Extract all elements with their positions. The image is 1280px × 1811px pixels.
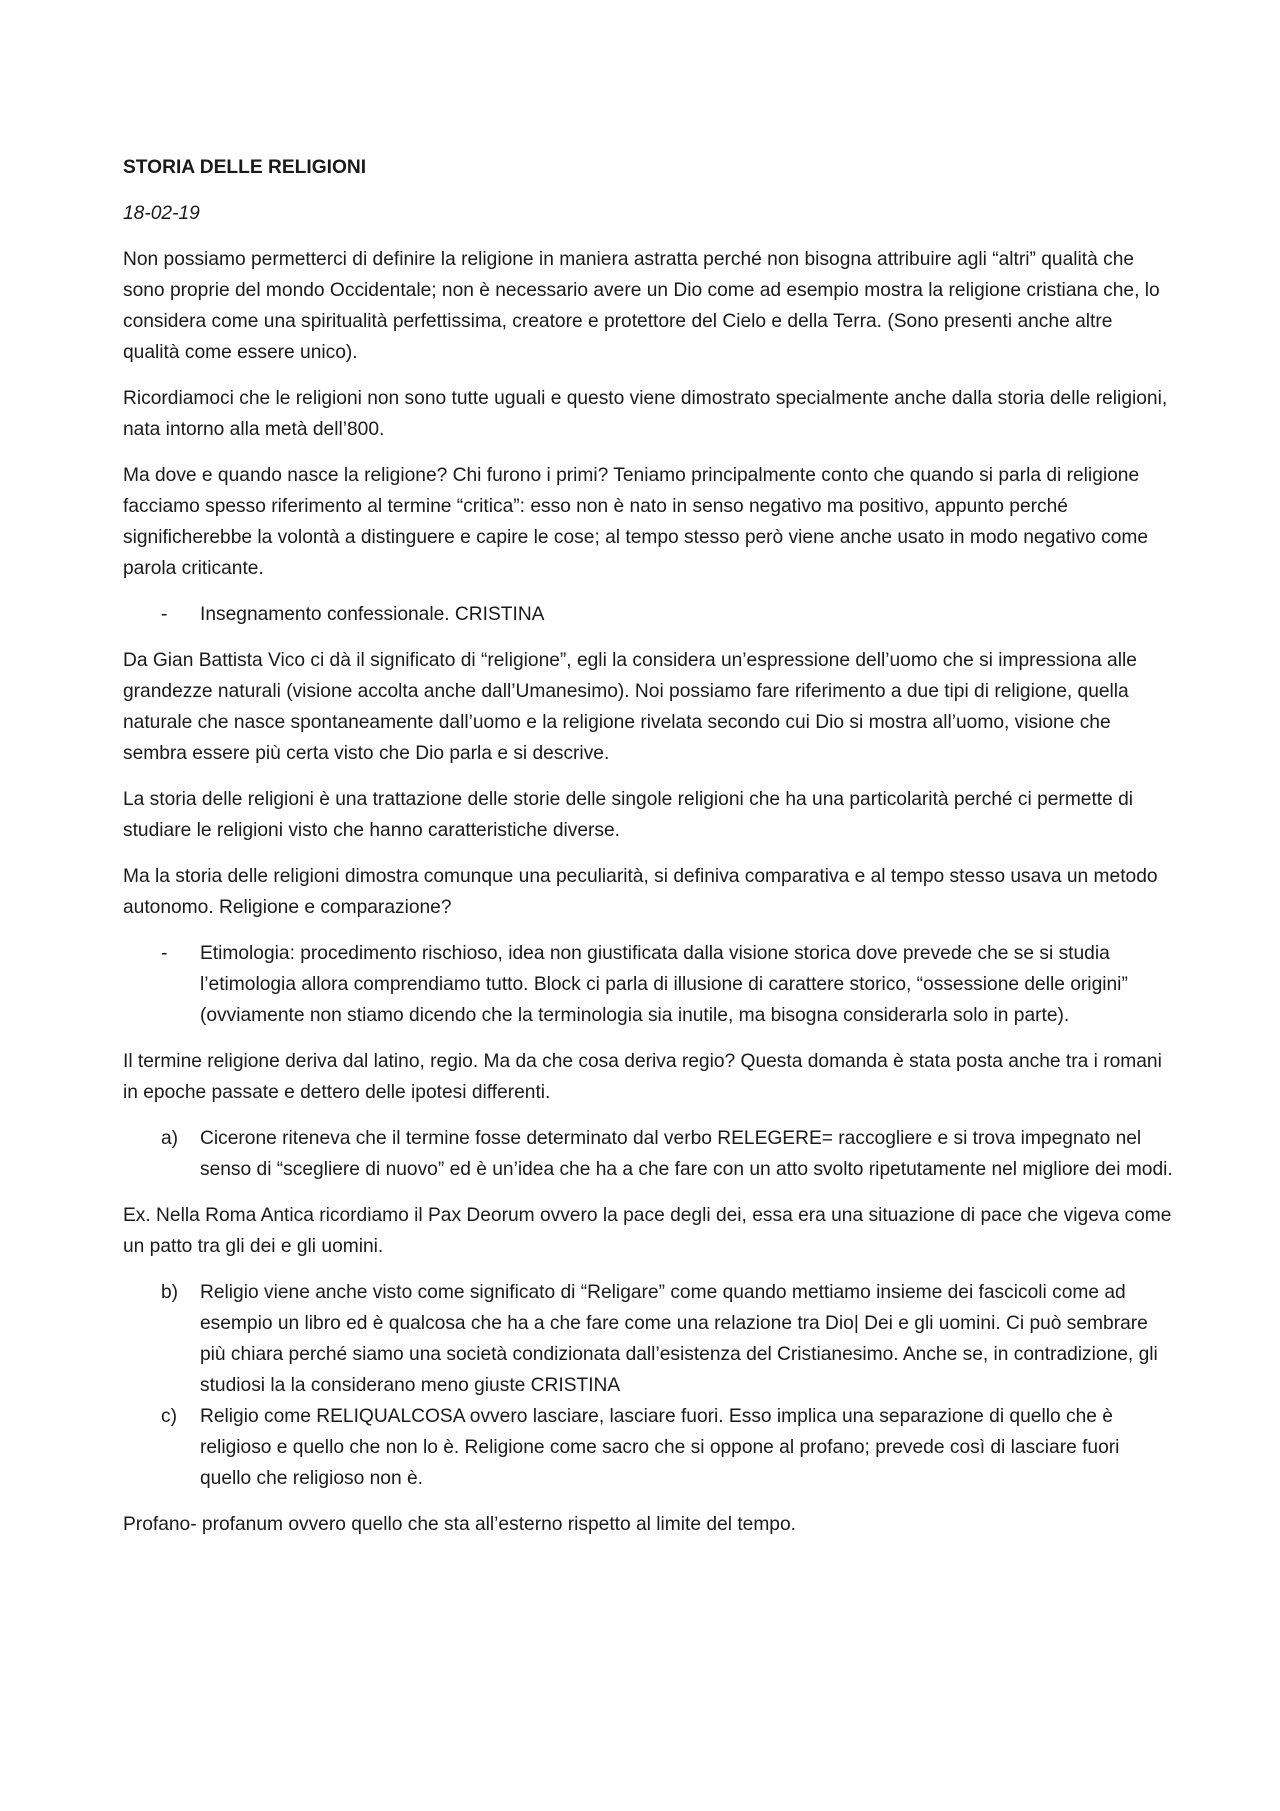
bullet-text: Insegnamento confessionale. CRISTINA — [200, 604, 545, 625]
bullet-marker: - — [161, 604, 168, 625]
paragraph-religions-differ: Ricordiamoci che le religioni non sono tutte uguali e questo viene dimostrato specialmente anche dalla storia delle religioni, nata intorno alla metà dell’800. — [123, 388, 1168, 440]
lettered-item-a — [123, 1123, 1173, 1185]
lettered-marker: a) — [161, 1128, 179, 1149]
paragraph-vico: Da Gian Battista Vico ci dà il significato di “religione”, egli la considera un’espressione dell’uomo che si impressiona alle grandezze naturali (visione accolta anche dall’Umanesimo). Noi possiamo fare riferimento a due tipi di religione, quella naturale che nasce spontaneamente dall’uomo e la religione rivelata secondo cui Dio si mostra all’uomo, visione che sembra essere più certa visto che Dio parla e si descrive. — [123, 650, 1137, 764]
paragraph-profano: Profano- profanum ovvero quello che sta all’esterno rispetto al limite del tempo. — [123, 1514, 796, 1535]
bullet-item-insegnamento — [123, 599, 1173, 630]
bullet-text: Etimologia: procedimento rischioso, idea non giustificata dalla visione storica dove prevede che se si studia l’etimologia allora comprendiamo tutto. Block ci parla di illusione di carattere storico, “ossessione delle origini” (ovviamente non stiamo dicendo che la terminologia sia inutile, ma bisogna considerarla solo in parte). — [200, 943, 1128, 1026]
document-date: 18-02-19 — [123, 203, 200, 224]
paragraph-origins-critica: Ma dove e quando nasce la religione? Chi furono i primi? Teniamo principalmente conto che quando si parla di religione facciamo spesso riferimento al termine “critica”: esso non è nato in senso negativo ma positivo, appunto perché significherebbe la volontà a distinguere e capire le cose; al tempo stesso però viene anche usato in modo negativo come parola criticante. — [123, 465, 1149, 579]
lettered-text: Cicerone riteneva che il termine fosse determinato dal verbo RELEGERE= raccogliere e si trova impegnato nel senso di “scegliere di nuovo” ed è un’idea che ha a che fare con un atto svolto ripetutamente nel migliore dei modi. — [200, 1128, 1173, 1180]
paragraph-termine-religione: Il termine religione deriva dal latino, regio. Ma da che cosa deriva regio? Questa domanda è stata posta anche tra i romani in epoche passate e dettero delle ipotesi differenti. — [123, 1051, 1162, 1103]
lettered-text: Religio come RELIQUALCOSA ovvero lasciare, lasciare fuori. Esso implica una separazione di quello che è religioso e quello che non lo è. Religione come sacro che si oppone al profano; prevede così di lasciare fuori quello che religioso non è. — [200, 1406, 1120, 1489]
bullet-item-etimologia — [123, 938, 1173, 1031]
lettered-text: Religio viene anche visto come significato di “Religare” come quando mettiamo insieme dei fascicoli come ad esempio un libro ed è qualcosa che ha a che fare come una relazione tra Dio| Dei e gli uomini. Ci può sembrare più chiara perché siamo una società condizionata dall’esistenza del Cristianesimo. Anche se, in contradizione, gli studiosi la la considerano meno giuste CRISTINA — [200, 1282, 1158, 1396]
lettered-item-c — [123, 1401, 1173, 1494]
lettered-item-b — [123, 1277, 1173, 1401]
paragraph-definition: Non possiamo permetterci di definire la religione in maniera astratta perché non bisogna attribuire agli “altri” qualità che sono proprie del mondo Occidentale; non è necessario avere un Dio come ad esempio mostra la religione cristiana che, lo considera come una spiritualità perfettissima, creatore e protettore del Cielo e della Terra. (Sono presenti anche altre qualità come essere unico). — [123, 249, 1160, 363]
bullet-marker: - — [161, 943, 168, 964]
lettered-marker: c) — [161, 1406, 177, 1427]
document-body — [123, 152, 1173, 1555]
paragraph-comparazione: Ma la storia delle religioni dimostra comunque una peculiarità, si definiva comparativa e al tempo stesso usava un metodo autonomo. Religione e comparazione? — [123, 866, 1158, 918]
lettered-marker: b) — [161, 1282, 179, 1303]
paragraph-trattazione: La storia delle religioni è una trattazione delle storie delle singole religioni che ha una particolarità perché ci permette di studiare le religioni visto che hanno caratteristiche diverse. — [123, 789, 1134, 841]
paragraph-pax-deorum: Ex. Nella Roma Antica ricordiamo il Pax Deorum ovvero la pace degli dei, essa era una situazione di pace che vigeva come un patto tra gli dei e gli uomini. — [123, 1205, 1172, 1257]
document-title: STORIA DELLE RELIGIONI — [123, 157, 367, 178]
